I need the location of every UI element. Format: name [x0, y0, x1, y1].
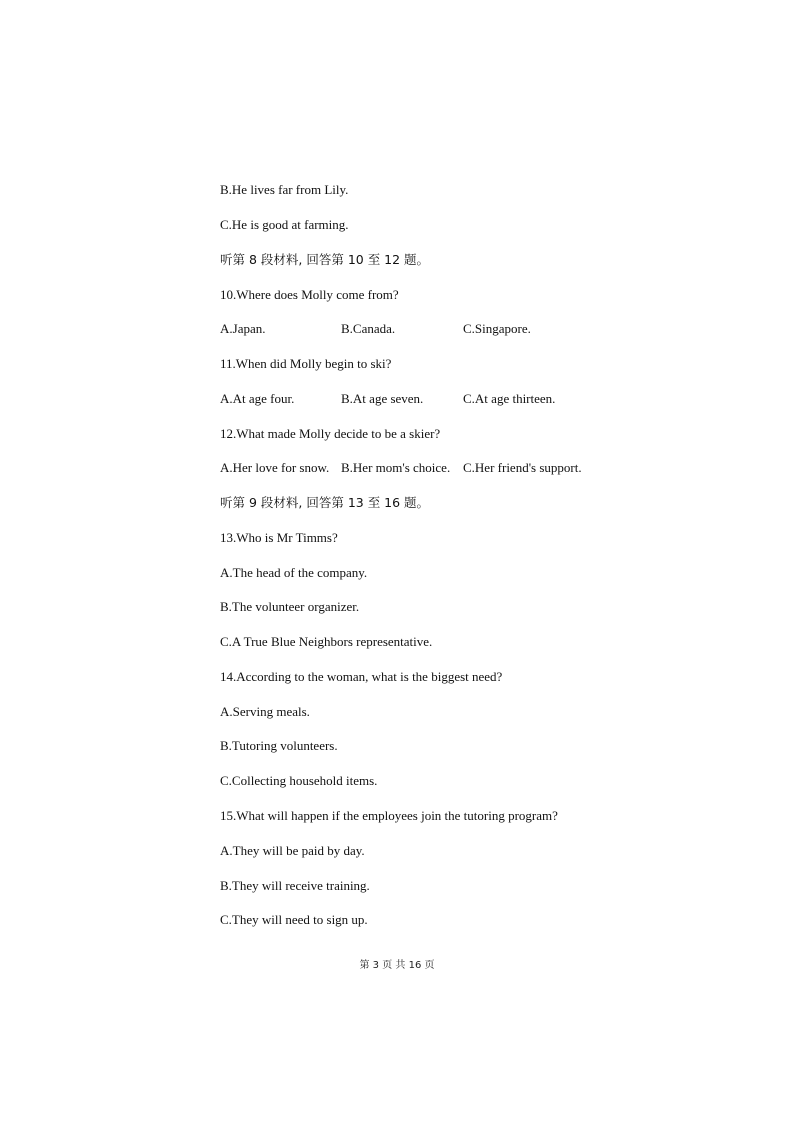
q15-option-b: B.They will receive training.: [220, 878, 370, 893]
q9-option-c: C.He is good at farming.: [220, 217, 349, 232]
question-15: 15.What will happen if the employees join the tutoring program?: [220, 808, 558, 823]
q14-option-b: B.Tutoring volunteers.: [220, 738, 338, 753]
question-12: 12.What made Molly decide to be a skier?: [220, 426, 441, 441]
q10-option-b: B.Canada.: [341, 321, 396, 336]
q9-option-b: B.He lives far from Lily.: [220, 182, 349, 197]
q13-option-b: B.The volunteer organizer.: [220, 599, 360, 614]
q11-option-a: A.At age four.: [220, 391, 295, 406]
q10-option-c: C.Singapore.: [463, 321, 531, 336]
q10-option-a: A.Japan.: [220, 321, 266, 336]
q15-option-a: A.They will be paid by day.: [220, 843, 365, 858]
question-11: 11.When did Molly begin to ski?: [220, 356, 392, 371]
q14-option-c: C.Collecting household items.: [220, 773, 378, 788]
question-10-options: [220, 321, 620, 337]
section-8-instruction: 听第 8 段材料, 回答第 10 至 12 题。: [220, 252, 430, 267]
q15-option-c: C.They will need to sign up.: [220, 912, 368, 927]
q12-option-b: B.Her mom's choice.: [341, 460, 451, 475]
question-14: 14.According to the woman, what is the biggest need?: [220, 669, 503, 684]
q12-option-a: A.Her love for snow.: [220, 460, 330, 475]
question-11-options: [220, 391, 620, 407]
q13-option-c: C.A True Blue Neighbors representative.: [220, 634, 433, 649]
q12-option-c: C.Her friend's support.: [463, 460, 582, 475]
q14-option-a: A.Serving meals.: [220, 704, 310, 719]
question-10: 10.Where does Molly come from?: [220, 287, 399, 302]
page-number-footer: 第 3 页 共 16 页: [359, 960, 435, 971]
question-13: 13.Who is Mr Timms?: [220, 530, 338, 545]
q11-option-c: C.At age thirteen.: [463, 391, 556, 406]
q11-option-b: B.At age seven.: [341, 391, 424, 406]
q13-option-a: A.The head of the company.: [220, 565, 368, 580]
section-9-instruction: 听第 9 段材料, 回答第 13 至 16 题。: [220, 495, 430, 510]
question-12-options: [220, 460, 620, 476]
